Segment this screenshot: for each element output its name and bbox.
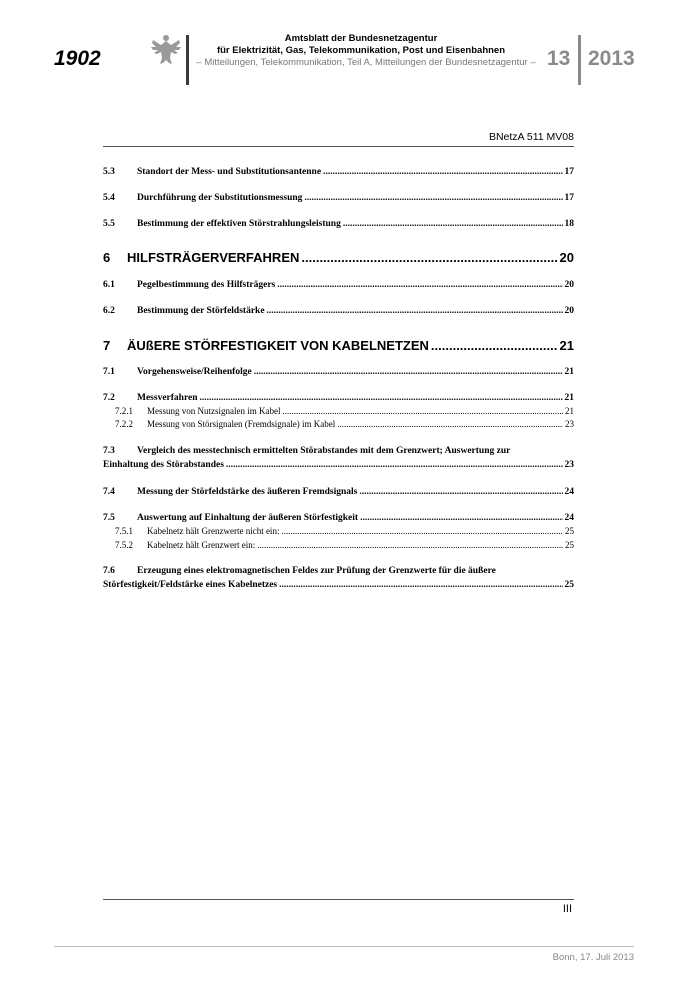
header-title-line2: für Elektrizität, Gas, Telekommunikation, Post und Eisenbahnen <box>216 45 506 56</box>
toc-number: 7.5.1 <box>115 526 133 536</box>
toc-title: Auswertung auf Einhaltung der äußeren Störfestigkeit <box>137 513 359 523</box>
toc-title: Vorgehensweise/Reihenfolge <box>137 367 252 377</box>
toc-title: Messung von Nutzsignalen im Kabel <box>147 406 281 416</box>
toc-title: Standort der Mess- und Substitutionsantenne <box>137 167 322 177</box>
toc-title: Kabelnetz hält Grenzwerte nicht ein: <box>147 526 280 536</box>
toc-title: Bestimmung der effektiven Störstrahlungsleistung <box>137 219 341 229</box>
toc-entry-7-5-2[interactable] <box>103 540 574 550</box>
toc-entry-7-6-line2[interactable] <box>103 580 574 590</box>
toc-title: Störfestigkeit/Feldstärke eines Kabelnetzes <box>103 580 278 590</box>
toc-title: Messung von Störsignalen (Fremdsignale) im Kabel <box>147 419 336 429</box>
toc-page: 21 <box>559 338 574 353</box>
toc-entry-5-4[interactable] <box>103 193 574 203</box>
toc-leader <box>254 367 563 377</box>
toc-number: 7.2.2 <box>115 419 133 429</box>
top-divider <box>103 146 574 147</box>
toc-entry-5-5[interactable] <box>103 219 574 229</box>
toc-page: 25 <box>564 580 574 590</box>
toc-title: Messverfahren <box>137 393 198 403</box>
toc-entry-7-2-1[interactable] <box>103 406 574 416</box>
toc-leader <box>277 280 562 290</box>
toc-leader <box>257 540 563 550</box>
toc-page: 25 <box>565 540 574 550</box>
toc-page: 21 <box>564 393 574 403</box>
toc-page: 25 <box>565 526 574 536</box>
toc-title: Erzeugung eines elektromagnetischen Feldes zur Prüfung der Grenzwerte für die äußere <box>137 566 496 576</box>
toc-number: 6.1 <box>103 280 115 290</box>
toc-number: 7.5.2 <box>115 540 133 550</box>
federal-eagle-icon <box>150 33 182 67</box>
toc-page: 24 <box>564 513 574 523</box>
toc-page: 23 <box>564 460 574 470</box>
page-number: 1902 <box>54 47 101 70</box>
toc-title: HILFSTRÄGERVERFAHREN <box>127 250 300 265</box>
toc-entry-7-3-line1[interactable] <box>103 446 574 456</box>
toc-entry-7-3-line2[interactable] <box>103 460 574 470</box>
toc-entry-7-4[interactable] <box>103 487 574 497</box>
toc-entry-6-2[interactable] <box>103 306 574 316</box>
toc-title: Einhaltung des Störabstandes <box>103 460 224 470</box>
issue-divider <box>578 35 581 85</box>
toc-leader <box>267 306 563 316</box>
toc-entry-7-5[interactable] <box>103 513 574 523</box>
header-title <box>196 33 526 57</box>
bottom-divider <box>103 899 574 900</box>
toc-page: 17 <box>564 167 574 177</box>
toc-number: 5.3 <box>103 167 115 177</box>
toc-title: Pegelbestimmung des Hilfsträgers <box>137 280 276 290</box>
toc-number: 7.1 <box>103 367 115 377</box>
footer-divider <box>54 946 634 947</box>
toc-page: 18 <box>564 219 574 229</box>
toc-leader <box>337 419 563 429</box>
toc-entry-7-5-1[interactable] <box>103 526 574 536</box>
toc-leader <box>282 406 563 416</box>
toc-title: Bestimmung der Störfeldstärke <box>137 306 265 316</box>
header-title-line1: Amtsblatt der Bundesnetzagentur <box>284 33 438 44</box>
toc-leader <box>279 580 562 590</box>
toc-page: 21 <box>564 367 574 377</box>
toc-entry-7-2-2[interactable] <box>103 419 574 429</box>
toc-entry-7-1[interactable] <box>103 367 574 377</box>
toc-entry-6[interactable] <box>103 250 574 265</box>
toc-entry-7[interactable] <box>103 338 574 353</box>
toc-page: 21 <box>565 406 574 416</box>
toc-leader <box>301 250 557 265</box>
toc-leader <box>359 487 562 497</box>
toc-page: 20 <box>564 306 574 316</box>
footer-page-number: III <box>562 903 572 915</box>
toc-number: 5.4 <box>103 193 115 203</box>
footer-date: Bonn, 17. Juli 2013 <box>552 952 634 963</box>
toc-title: Vergleich des messtechnisch ermittelten Störabstandes mit dem Grenzwert; Auswertung zur <box>137 446 511 456</box>
toc-number: 7.5 <box>103 513 115 523</box>
header-divider <box>186 35 189 85</box>
toc-entry-6-1[interactable] <box>103 280 574 290</box>
toc-title: Kabelnetz hält Grenzwert ein: <box>147 540 256 550</box>
toc-leader <box>323 167 562 177</box>
toc-number: 7.3 <box>103 446 115 456</box>
toc-number: 7.4 <box>103 487 115 497</box>
toc-number: 7.2.1 <box>115 406 133 416</box>
toc-number: 5.5 <box>103 219 115 229</box>
toc-entry-7-6-line1[interactable] <box>103 566 574 576</box>
toc-page: 23 <box>565 419 574 429</box>
issue-number: 13 <box>547 47 571 70</box>
toc-number: 7 <box>103 338 111 353</box>
toc-number: 7.6 <box>103 566 115 576</box>
toc-leader <box>226 460 563 470</box>
toc-leader <box>281 526 563 536</box>
toc-entry-5-3[interactable] <box>103 167 574 177</box>
toc-title: Messung der Störfeldstärke des äußeren Fremdsignals <box>137 487 358 497</box>
toc-page: 24 <box>564 487 574 497</box>
toc-number: 6 <box>103 250 111 265</box>
toc-leader <box>200 393 563 403</box>
toc-title: ÄUßERE STÖRFESTIGKEIT VON KABELNETZEN <box>127 338 429 353</box>
toc-title: Durchführung der Substitutionsmessung <box>137 193 303 203</box>
toc-page: 20 <box>564 280 574 290</box>
toc-leader <box>360 513 562 523</box>
header-subtitle: – Mitteilungen, Telekommunikation, Teil A, Mitteilungen der Bundesnetzagentur – <box>196 57 536 68</box>
document-code: BNetzA 511 MV08 <box>488 131 574 143</box>
toc-entry-7-2[interactable] <box>103 393 574 403</box>
toc-page: 20 <box>559 250 574 265</box>
toc-number: 7.2 <box>103 393 115 403</box>
toc-leader <box>431 338 558 353</box>
toc-number: 6.2 <box>103 306 115 316</box>
issue-year: 2013 <box>588 47 635 70</box>
toc-leader <box>343 219 563 229</box>
toc-leader <box>304 193 562 203</box>
toc-page: 17 <box>564 193 574 203</box>
